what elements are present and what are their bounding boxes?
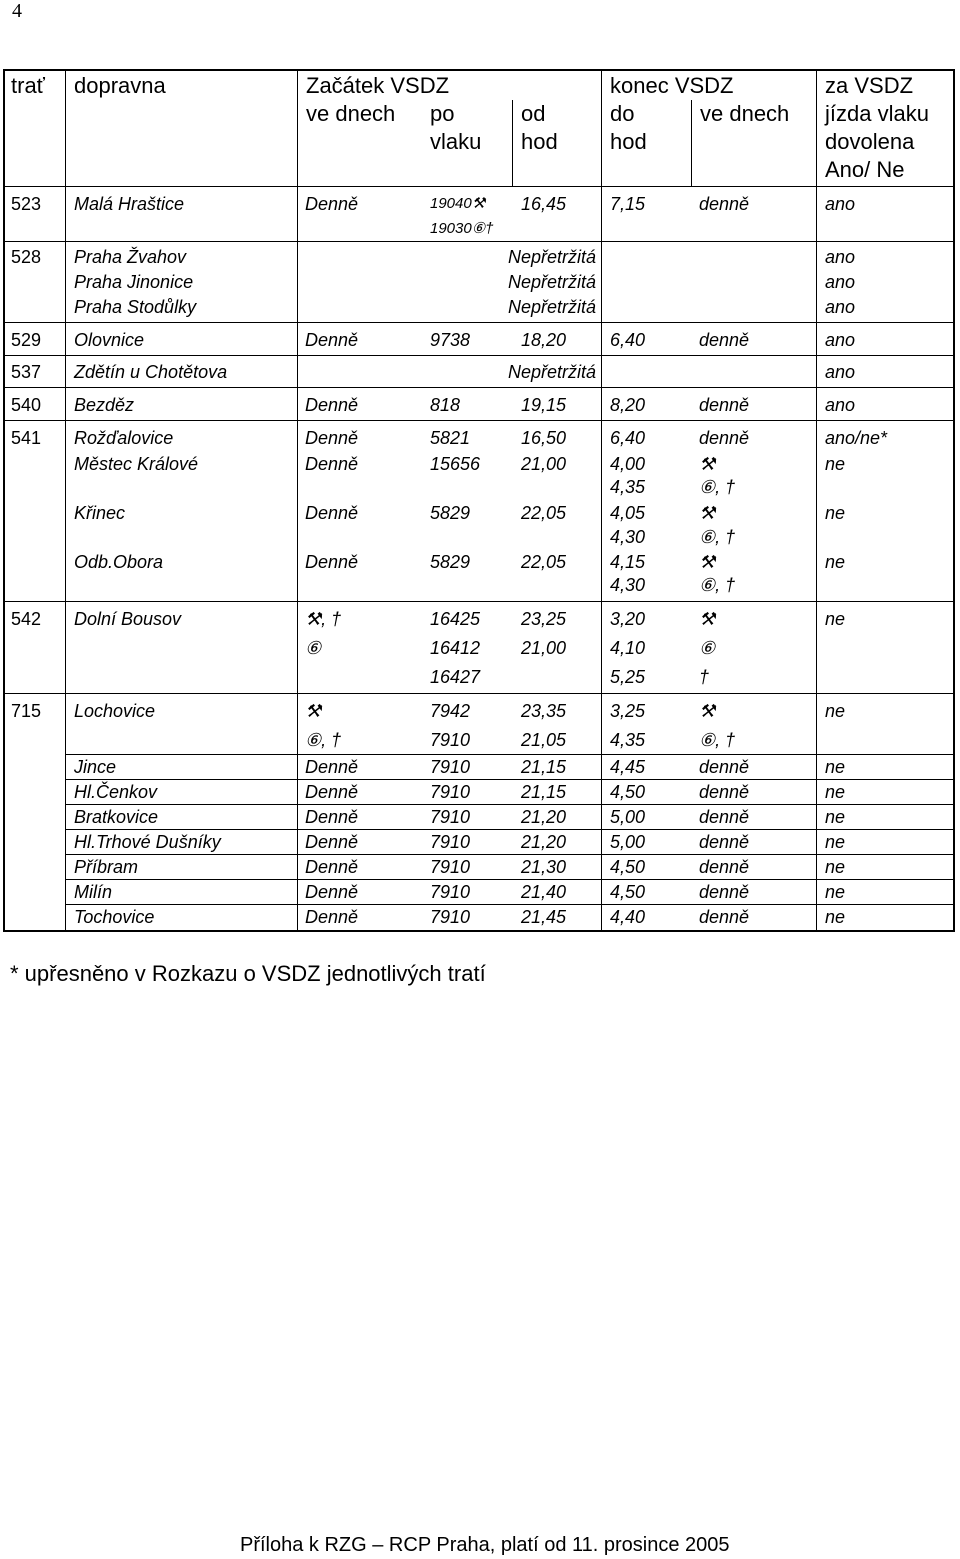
cell-jizda: ne [825,609,846,629]
cell-od: 23,25 [521,609,567,629]
cell-dopravna: Bratkovice [74,807,159,827]
header-ve-dnech-2: ve dnech [700,101,790,126]
cell-dny: Denně [305,503,359,523]
divider [3,420,955,421]
cell-dopravna: Křinec [74,503,126,523]
cell-do: 6,40 [610,428,646,448]
cell-vlak: 7942 [430,701,471,721]
cell-do: 8,20 [610,395,646,415]
header-dovolena: dovolena [825,129,915,154]
cell-dopravna: Dolní Bousov [74,609,182,629]
cell-od: 16,45 [521,194,567,214]
cell-do: 5,00 [610,832,646,852]
divider [816,69,817,932]
cell-dny: Denně [305,428,359,448]
cell-vlak: 7910 [430,807,471,827]
cell-dopravna: Odb.Obora [74,552,164,572]
cell-dny2: ⑥, † [699,477,736,497]
header-konec: konec VSDZ [610,73,734,98]
cell-trat: 540 [11,395,42,415]
cell-vlak: 16425 [430,609,481,629]
header-hod: hod [521,129,558,154]
cell-dny: Denně [305,454,359,474]
cell-vlak: 19030⑥† [430,220,494,237]
cell-dopravna: Milín [74,882,113,902]
cell-jizda: ano [825,272,856,292]
cell-jizda: ne [825,832,846,852]
cell-dny2: denně [699,395,750,415]
cell-do: 4,30 [610,575,646,595]
cell-do: 4,05 [610,503,646,523]
cell-jizda: ne [825,454,846,474]
header-do-hod: hod [610,129,647,154]
cell-dny2: denně [699,782,750,802]
cell-do: 3,25 [610,701,646,721]
divider [65,69,66,932]
cell-do: 4,30 [610,527,646,547]
cell-vlak: 15656 [430,454,481,474]
cell-jizda: ne [825,503,846,523]
header-ano-ne: Ano/ Ne [825,157,905,182]
cell-do: 3,20 [610,609,646,629]
cell-dny2: denně [699,428,750,448]
cell-dopravna: Praha Jinonice [74,272,194,292]
cell-dny2: denně [699,907,750,927]
cross-icon: † [699,667,710,687]
cell-dny2: ⑥, † [699,527,736,547]
header-dopravna: dopravna [74,73,166,98]
hammer-icon: ⚒ [699,503,716,523]
cell-dny: Denně [305,807,359,827]
cell-do: 4,35 [610,477,646,497]
cell-dny2: denně [699,832,750,852]
cell-dopravna: Tochovice [74,907,155,927]
cell-trat: 523 [11,194,42,214]
cell-vlak: 5821 [430,428,471,448]
page-footer: Příloha k RZG – RCP Praha, platí od 11. prosince 2005 [240,1534,730,1556]
header-do: do [610,101,635,126]
cell-dny: ⑥, † [305,730,342,750]
cell-dny: Denně [305,782,359,802]
cell-vlak: 7910 [430,832,471,852]
cell-od: 21,40 [521,882,567,902]
cell-dny2: denně [699,807,750,827]
cell-od: 22,05 [521,552,567,572]
cell-dny2: ⑥, † [699,730,736,750]
cell-do: 7,15 [610,194,646,214]
divider [601,69,602,932]
cell-jizda: ano [825,330,856,350]
cell-vlak: 7910 [430,730,471,750]
cell-jizda: ne [825,857,846,877]
cell-dny: ⑥ [305,638,322,658]
divider [65,904,955,905]
cell-dopravna: Příbram [74,857,139,877]
cell-dopravna: Jince [74,757,117,777]
cell-vlak: 7910 [430,907,471,927]
cell-dopravna: Rožďalovice [74,428,174,448]
cell-dny2: ⑥, † [699,575,736,595]
cell-dopravna: Bezděz [74,395,135,415]
cell-dopravna: Městec Králové [74,454,199,474]
cell-vlak: 7910 [430,782,471,802]
divider [691,100,692,186]
cell-do: 4,50 [610,782,646,802]
cell-vlak: 16427 [430,667,481,687]
hammer-icon: ⚒ [699,701,716,721]
cell-dny: Denně [305,907,359,927]
divider [3,322,955,323]
cell-jizda: ano [825,395,856,415]
cell-trat: 537 [11,362,42,382]
divider [65,779,955,780]
cell-dny: Denně [305,882,359,902]
cell-vlak: 19040⚒ [430,195,486,212]
cell-dny: Denně [305,832,359,852]
cell-od: 19,15 [521,395,567,415]
cell-jizda: ne [825,701,846,721]
cell-dny: Denně [305,194,359,214]
divider [297,69,298,932]
cell-jizda: ne [825,757,846,777]
header-jizda: jízda vlaku [825,101,929,126]
cell-dny2: denně [699,330,750,350]
divider [512,100,513,186]
divider [3,355,955,356]
header-zacatek: Začátek VSDZ [306,73,450,98]
cell-dny: ⚒, † [305,609,342,629]
cell-dny: Denně [305,857,359,877]
cell-dopravna: Olovnice [74,330,145,350]
cell-dny2: denně [699,194,750,214]
cell-dopravna: Zdětín u Chotětova [74,362,228,382]
divider [65,854,955,855]
header-za-vsdz: za VSDZ [825,73,914,98]
cell-jizda: ne [825,882,846,902]
divider [3,186,955,187]
cell-jizda: ne [825,782,846,802]
cell-trat: 529 [11,330,42,350]
cell-od: 18,20 [521,330,567,350]
divider [65,804,955,805]
hammer-icon: ⚒ [699,609,716,629]
cell-trat: 542 [11,609,42,629]
header-trat: trať [11,73,45,98]
cell-do: 5,00 [610,807,646,827]
hammer-icon: ⚒ [699,552,716,572]
cell-jizda: ano [825,194,856,214]
header-ve-dnech: ve dnech [306,101,396,126]
cell-dny: Denně [305,552,359,572]
cell-dny: Denně [305,757,359,777]
cell-do: 4,10 [610,638,646,658]
cell-trat: 541 [11,428,42,448]
cell-od: 21,45 [521,907,567,927]
divider [3,241,955,242]
cell-vlak: 16412 [430,638,481,658]
cell-vlak: 818 [430,395,461,415]
header-po: po [430,101,455,126]
divider [65,829,955,830]
divider [65,879,955,880]
footnote: * upřesněno v Rozkazu o VSDZ jednotlivých tratí [10,961,486,986]
divider [3,693,955,694]
cell-od: 21,20 [521,832,567,852]
cell-dopravna: Hl.Trhové Dušníky [74,832,221,852]
cell-dny2: denně [699,857,750,877]
cell-dny2: denně [699,757,750,777]
cell-vlak: 9738 [430,330,471,350]
cell-do: 4,50 [610,882,646,902]
cell-od: 21,30 [521,857,567,877]
cell-dopravna: Hl.Čenkov [74,782,158,802]
cell-dopravna: Malá Hraštice [74,194,185,214]
cell-trat: 715 [11,701,42,721]
cell-jizda: ano/ne* [825,428,888,448]
cell-do: 5,25 [610,667,646,687]
cell-od: 22,05 [521,503,567,523]
cell-od: 16,50 [521,428,567,448]
cell-jizda: ne [825,807,846,827]
cell-do: 6,40 [610,330,646,350]
page-number: 4 [12,0,22,22]
cell-trat: 528 [11,247,42,267]
cell-dny2: denně [699,882,750,902]
cell-do: 4,15 [610,552,646,572]
cell-span: Nepřetržitá [508,362,597,382]
hammer-icon: ⚒ [305,701,322,721]
cell-vlak: 7910 [430,857,471,877]
cell-vlak: 5829 [430,552,471,572]
cell-jizda: ne [825,552,846,572]
cell-do: 4,40 [610,907,646,927]
cell-do: 4,50 [610,857,646,877]
cell-vlak: 7910 [430,757,471,777]
cell-jizda: ano [825,247,856,267]
divider [3,601,955,602]
divider [3,387,955,388]
cell-vlak: 7910 [430,882,471,902]
cell-od: 21,15 [521,782,567,802]
cell-do: 4,00 [610,454,646,474]
cell-od: 21,05 [521,730,567,750]
cell-dopravna: Praha Stodůlky [74,297,197,317]
cell-span: Nepřetržitá [508,297,597,317]
cell-dopravna: Lochovice [74,701,156,721]
cell-jizda: ano [825,362,856,382]
cell-dny2: ⑥ [699,638,716,658]
cell-dopravna: Praha Žvahov [74,247,187,267]
cell-do: 4,45 [610,757,646,777]
cell-vlak: 5829 [430,503,471,523]
cell-jizda: ne [825,907,846,927]
header-vlaku: vlaku [430,129,482,154]
cell-od: 21,00 [521,638,567,658]
divider [65,754,955,755]
cell-dny: Denně [305,330,359,350]
cell-od: 21,15 [521,757,567,777]
cell-od: 23,35 [521,701,567,721]
cell-od: 21,20 [521,807,567,827]
cell-od: 21,00 [521,454,567,474]
cell-dny: Denně [305,395,359,415]
cell-jizda: ano [825,297,856,317]
hammer-icon: ⚒ [699,454,716,474]
header-od: od [521,101,546,126]
cell-span: Nepřetržitá [508,272,597,292]
cell-do: 4,35 [610,730,646,750]
cell-span: Nepřetržitá [508,247,597,267]
